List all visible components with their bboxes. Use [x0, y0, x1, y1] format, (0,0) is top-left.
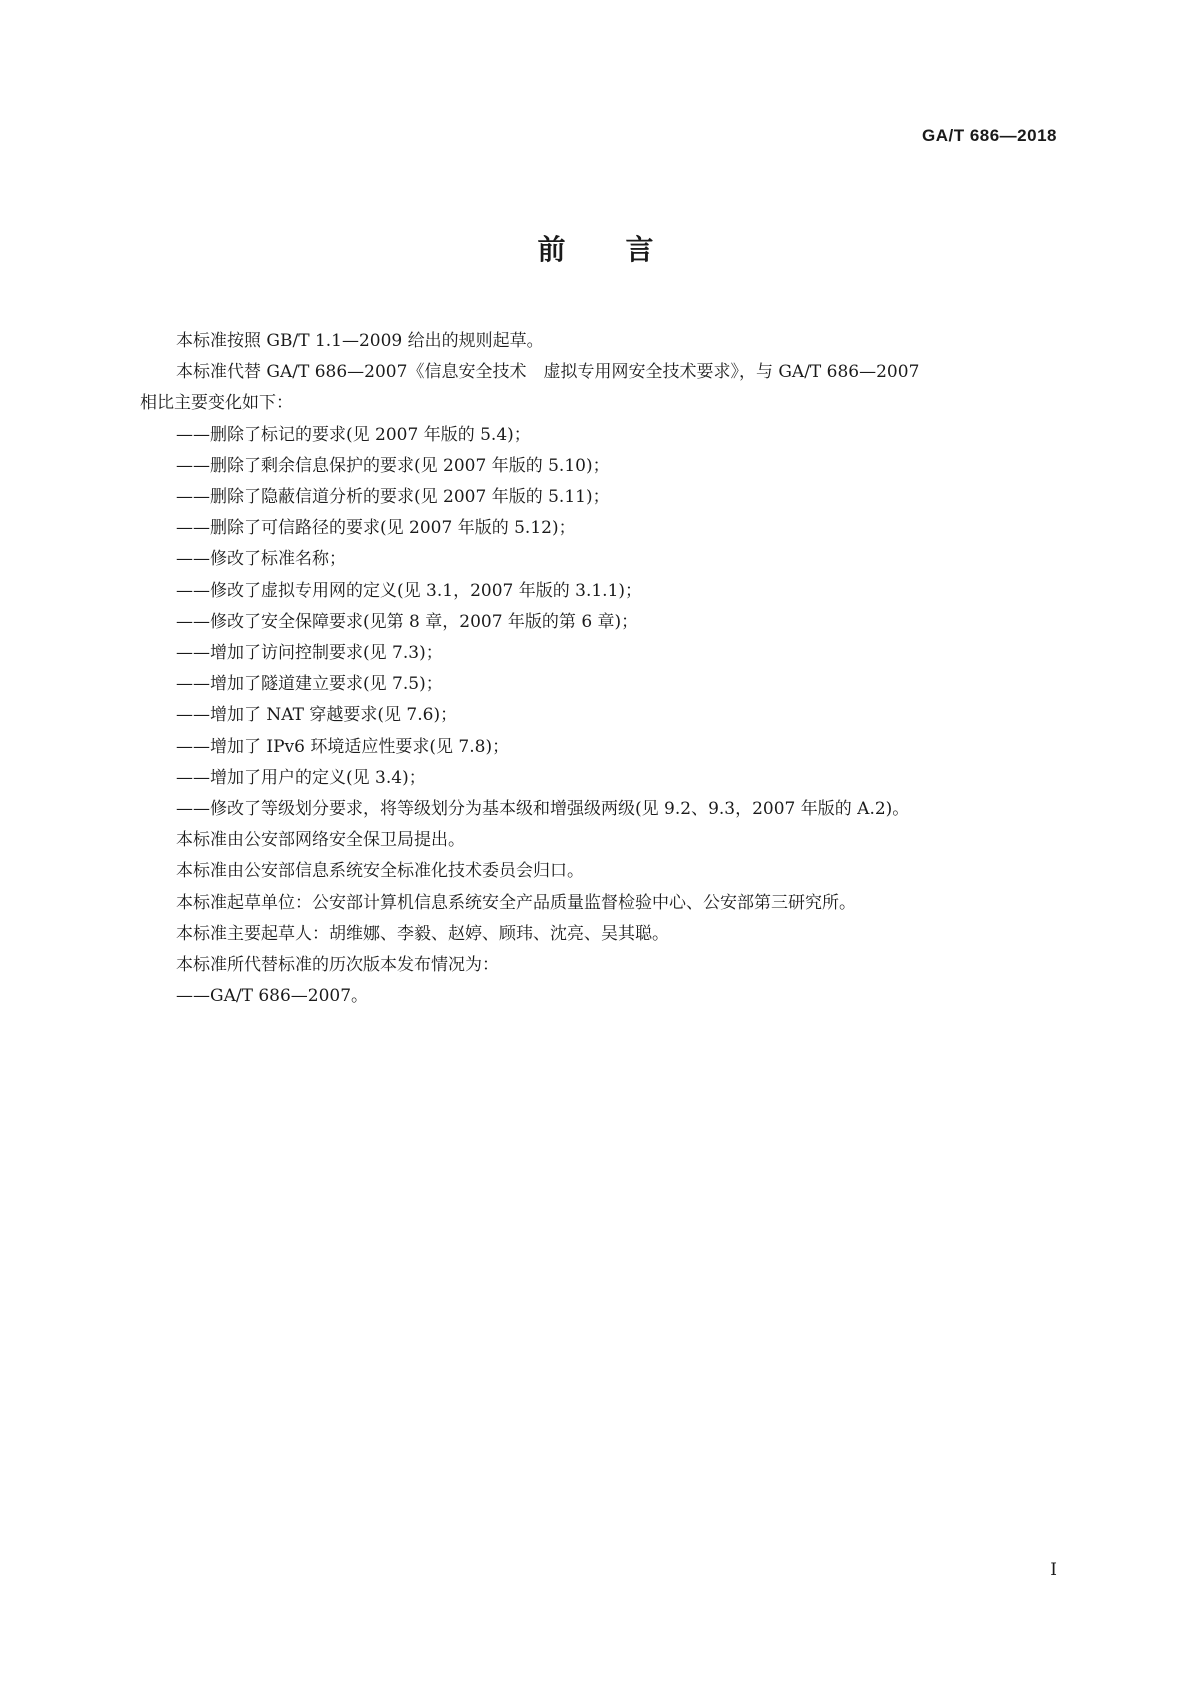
paragraph-technical-committee: 本标准由公安部信息系统安全标准化技术委员会归口。	[176, 861, 584, 882]
list-item-change: ——删除了隐蔽信道分析的要求(见 2007 年版的 5.11)；	[176, 487, 610, 508]
list-item-change: ——修改了等级划分要求，将等级划分为基本级和增强级两级(见 9.2、9.3，2007 年版的 A.2)。	[176, 799, 910, 820]
list-item-change: ——删除了剩余信息保护的要求(见 2007 年版的 5.10)；	[176, 455, 610, 476]
paragraph-drafting-rules: 本标准按照 GB/T 1.1—2009 给出的规则起草。	[176, 331, 544, 351]
list-item-change: ——增加了隧道建立要求(见 7.5)；	[176, 674, 443, 695]
paragraph-drafting-units: 本标准起草单位：公安部计算机信息系统安全产品质量监督检验中心、公安部第三研究所。	[176, 892, 856, 913]
list-item-change: ——增加了用户的定义(见 3.4)；	[176, 767, 426, 788]
list-item-change: ——删除了标记的要求(见 2007 年版的 5.4)；	[176, 424, 531, 445]
list-item-change: ——增加了 IPv6 环境适应性要求(见 7.8)；	[176, 736, 510, 757]
list-item-change: ——增加了 NAT 穿越要求(见 7.6)；	[176, 705, 458, 726]
paragraph-drafters: 本标准主要起草人：胡维娜、李毅、赵婷、顾玮、沈亮、吴其聪。	[176, 923, 669, 944]
page-number: I	[1050, 1560, 1057, 1580]
list-item-change: ——修改了安全保障要求(见第 8 章，2007 年版的第 6 章)；	[176, 611, 639, 632]
page-title: 前言	[537, 233, 714, 266]
paragraph-history-intro: 本标准所代替标准的历次版本发布情况为：	[176, 955, 499, 976]
list-item-history: ——GA/T 686—2007。	[176, 986, 369, 1007]
paragraph-proposer: 本标准由公安部网络安全保卫局提出。	[176, 830, 465, 851]
list-item-change: ——修改了标准名称；	[176, 549, 346, 570]
foreword-body	[140, 326, 1060, 1012]
standard-code: GA/T 686—2018	[921, 126, 1057, 145]
paragraph-replacement-line2: 相比主要变化如下：	[140, 393, 293, 414]
list-item-change: ——删除了可信路径的要求(见 2007 年版的 5.12)；	[176, 518, 576, 539]
list-item-change: ——增加了访问控制要求(见 7.3)；	[176, 643, 443, 664]
paragraph-replacement-line1: 本标准代替 GA/T 686—2007《信息安全技术 虚拟专用网安全技术要求》，与 GA/T 686—2007	[176, 362, 920, 383]
list-item-change: ——修改了虚拟专用网的定义(见 3.1，2007 年版的 3.1.1)；	[176, 580, 643, 601]
